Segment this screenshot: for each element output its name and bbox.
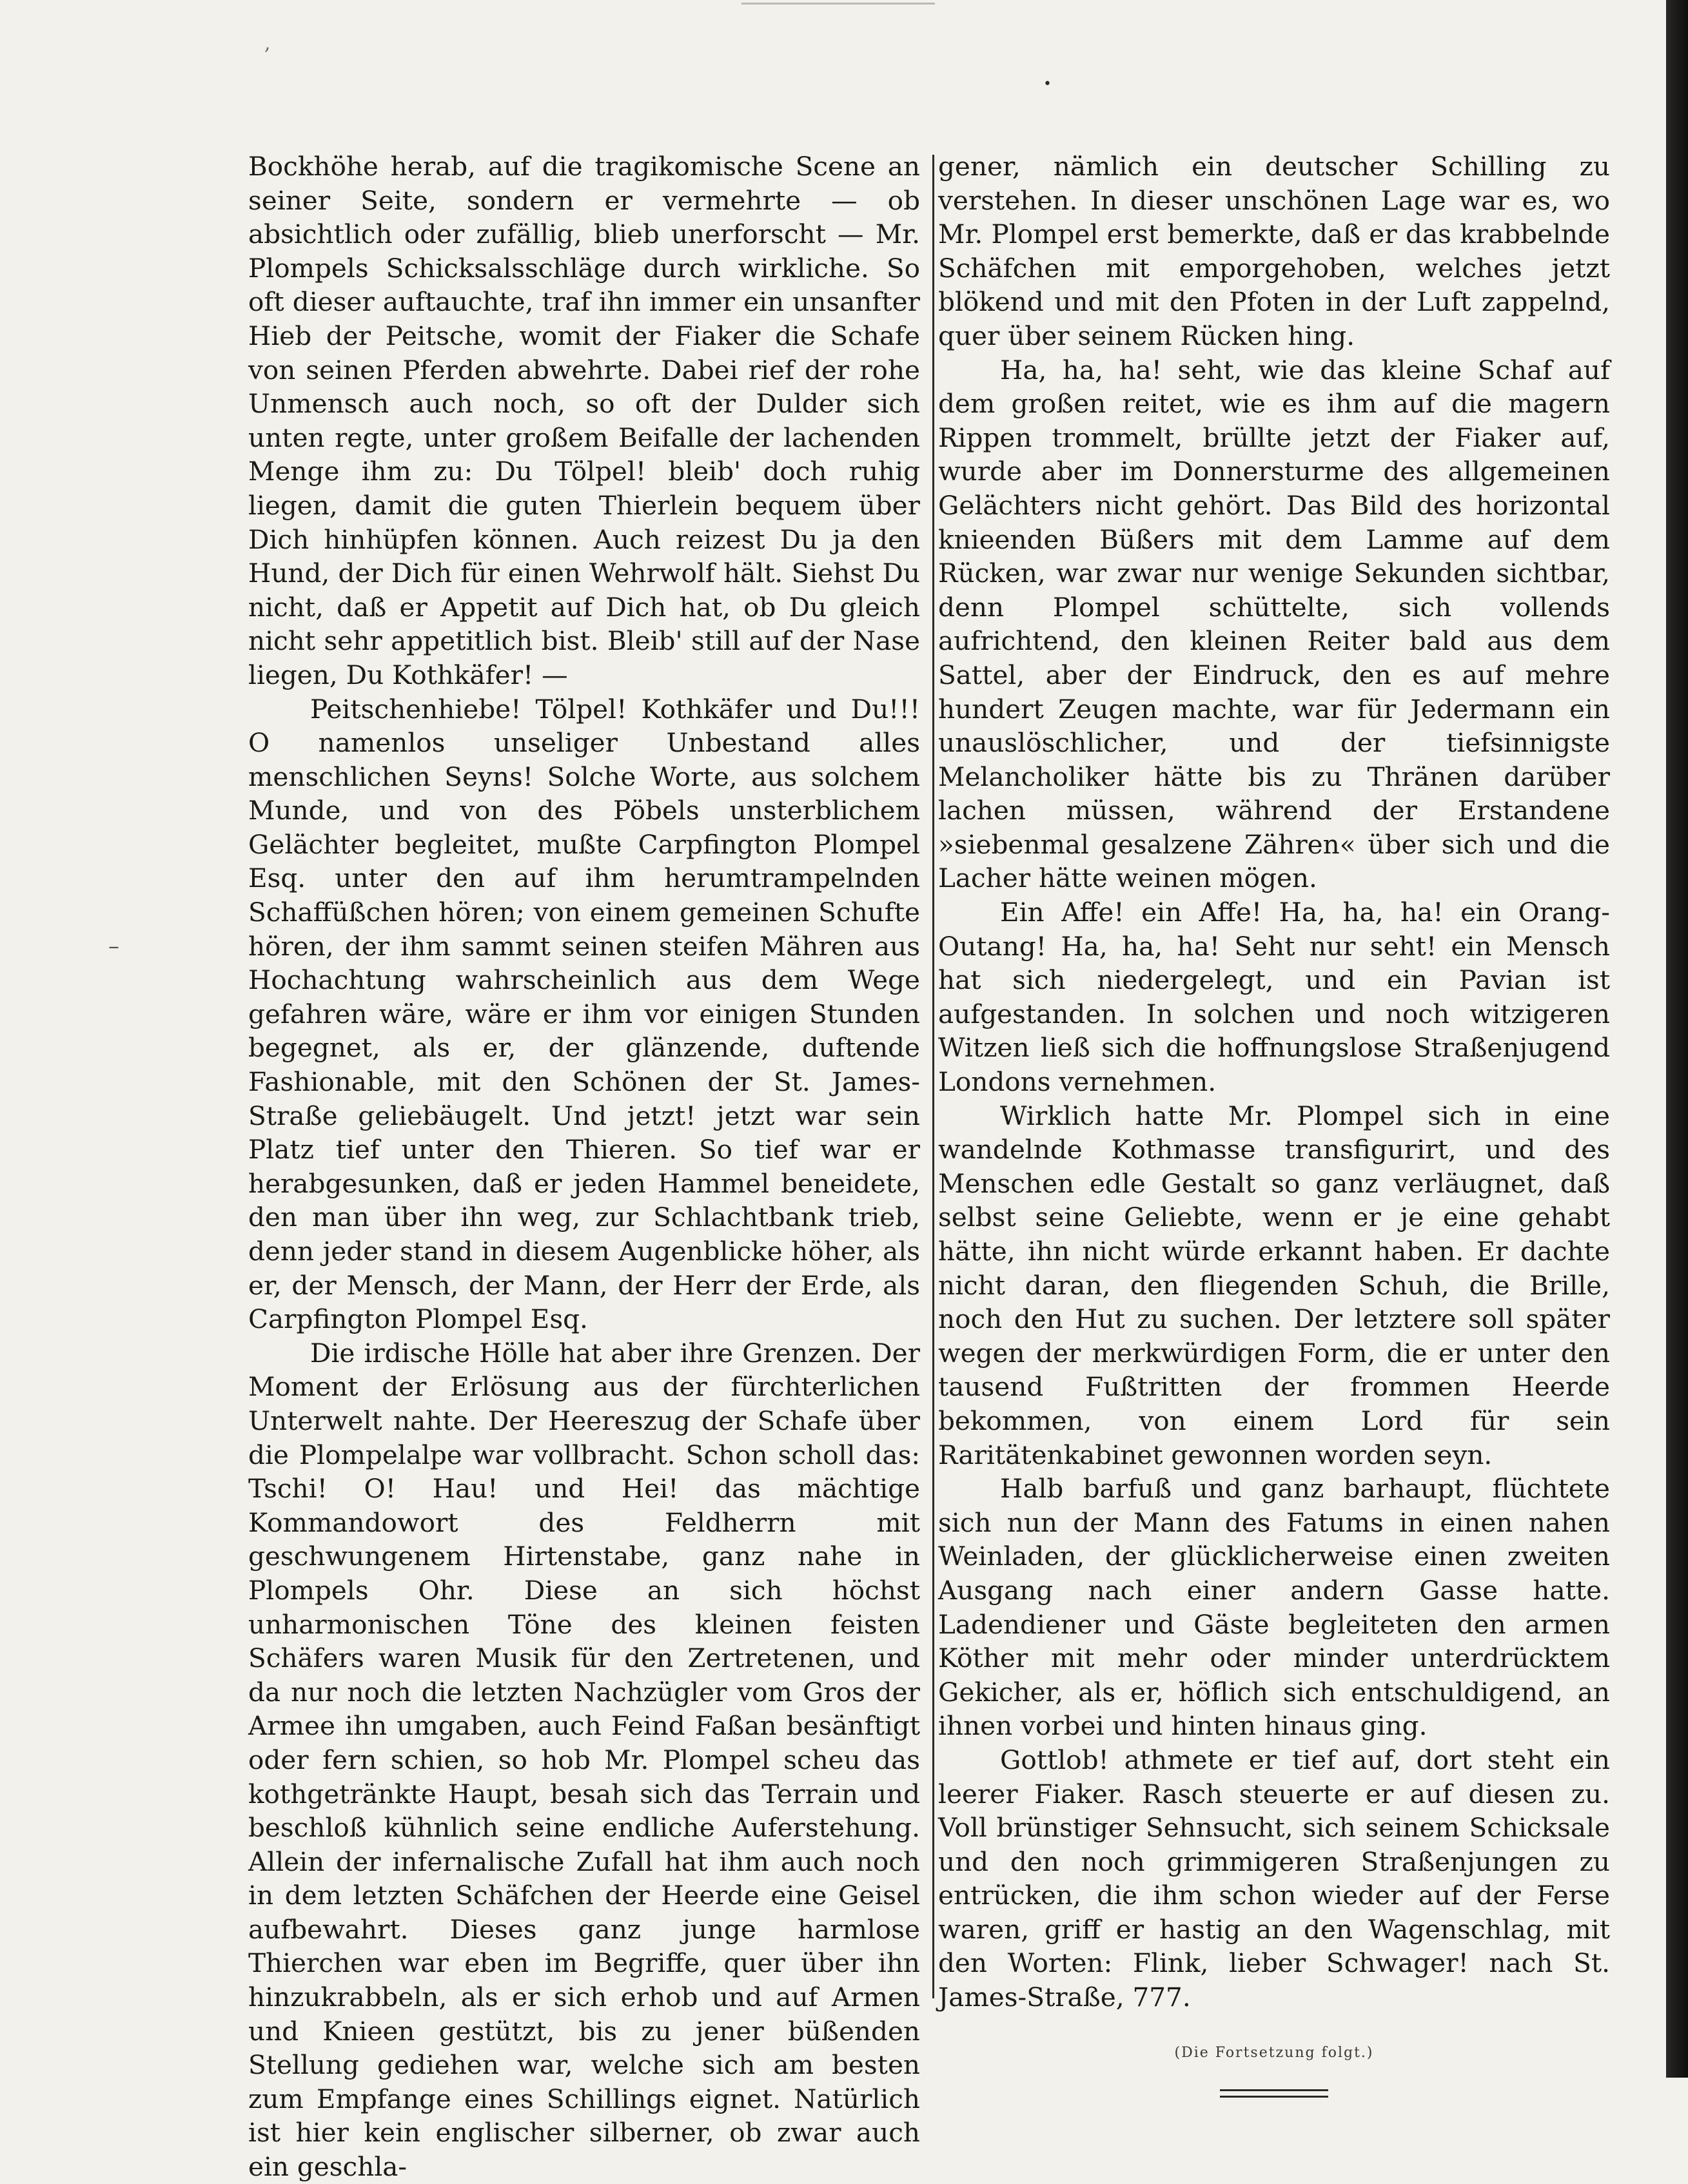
continuation-note: (Die Fortsetzung folgt.) [1174,2044,1374,2061]
top-right-dot: • [1043,76,1052,92]
paragraph: Peitschenhiebe! Tölpel! Kothkäfer und Du!!! O namenlos unseliger Unbestand alles menschlichen Seyns! Solche Worte, aus solchem Munde, und von des Pöbels unsterblichem Gelächter begleitet, mußte Carpfington Plompel Esq. unter den auf ihm herumtrampelnden Schaffüßchen hören; von einem gemeinen Schufte hören, der ihm sammt seinen steifen Mähren aus Hochachtung wahrscheinlich aus dem Wege gefahren wäre, wäre er ihm vor einigen Stunden begegnet, als er, der glänzende, duftende Fashionable, mit den Schönen der St. James-Straße geliebäugelt. Und jetzt! jetzt war sein Platz tief unter den Thieren. So tief war er herabgesunken, daß er jeden Hammel beneidete, den man über ihn weg, zur Schlachtbank trieb, denn jeder stand in diesem Augenblicke höher, als er, der Mensch, der Mann, der Herr der Erde, als Carpfington Plompel Esq. [248,693,920,1335]
right-text-column [938,150,1610,2098]
paragraph: Die irdische Hölle hat aber ihre Grenzen. Der Moment der Erlösung aus der fürchterlichen Unterwelt nahte. Der Heereszug der Schafe über die Plompelalpe war vollbracht. Schon scholl das: Tschi! O! Hau! und Hei! das mächtige Kommandowort des Feldherrn mit geschwungenem Hirtenstabe, ganz nahe in Plompels Ohr. Diese an sich höchst unharmonischen Töne des kleinen feisten Schäfers waren Musik für den Zertretenen, und da nur noch die letzten Nachzügler vom Gros der Armee ihn umgaben, auch Feind Faßan besänftigt oder fern schien, so hob Mr. Plompel scheu das kothgetränkte Haupt, besah sich das Terrain und beschloß kühnlich seine endliche Auferstehung. Allein der infernalische Zufall hat ihm auch noch in dem letzten Schäfchen der Heerde eine Geisel aufbewahrt. Dieses ganz junge harmlose Thierchen war eben im Begriffe, quer über ihn hinzukrabbeln, als er sich erhob und auf Armen und Knieen gestützt, bis zu jener büßenden Stellung gediehen war, welche sich am besten zum Empfange eines Schillings eignet. Natürlich ist hier kein englischer silberner, ob zwar auch ein geschla- [248,1337,920,2183]
left-margin-dash: – [108,933,119,959]
paragraph: Gottlob! athmete er tief auf, dort steht ein leerer Fiaker. Rasch steuerte er auf diesen zu. Voll brünstiger Sehnsucht, sich seinem Schicksale und den noch grimmigeren Straßenjungen zu entrücken, die ihm schon wieder auf der Ferse waren, griff er hastig an den Wagenschlag, mit den Worten: Flink, lieber Schwager! nach St. James-Straße, 777. [938,1744,1610,2013]
paragraph: Ha, ha, ha! seht, wie das kleine Schaf auf dem großen reitet, wie es ihm auf die magern Rippen trommelt, brüllte jetzt der Fiaker auf, wurde aber im Donnersturme des allgemeinen Gelächters nicht gehört. Das Bild des horizontal knieenden Büßers mit dem Lamme auf dem Rücken, war zwar nur wenige Sekunden sichtbar, denn Plompel schüttelte, sich vollends aufrichtend, den kleinen Reiter bald aus dem Sattel, aber der Eindruck, den es auf mehre hundert Zeugen machte, war für Jedermann ein unauslöschlicher, und der tiefsinnigste Melancholiker hätte bis zu Thränen darüber lachen müssen, während der Erstandene »siebenmal gesalzene Zähren« über sich und die Lacher hätte weinen mögen. [938,354,1610,894]
scan-edge-shadow [1666,0,1688,2078]
column-divider [932,155,934,1998]
paragraph: Wirklich hatte Mr. Plompel sich in eine wandelnde Kothmasse transfigurirt, und des Menschen edle Gestalt so ganz verläugnet, daß selbst seine Geliebte, wenn er je eine gehabt hätte, ihn nicht würde erkannt haben. Er dachte nicht daran, den fliegenden Schuh, die Brille, noch den Hut zu suchen. Der letztere soll später wegen der merkwürdigen Form, die er unter den tausend Fußtritten der frommen Heerde bekommen, von einem Lord für sein Raritätenkabinet gewonnen worden seyn. [938,1100,1610,1470]
left-text-column [248,150,920,2184]
paragraph: Bockhöhe herab, auf die tragikomische Scene an seiner Seite, sondern er vermehrte — ob absichtlich oder zufällig, blieb unerforscht — Mr. Plompels Schicksalsschläge durch wirkliche. So oft dieser auftauchte, traf ihn immer ein unsanfter Hieb der Peitsche, womit der Fiaker die Schafe von seinen Pferden abwehrte. Dabei rief der rohe Unmensch auch noch, so oft der Dulder sich unten regte, unter großem Beifalle der lachenden Menge ihm zu: Du Tölpel! bleib' doch ruhig liegen, damit die guten Thierlein bequem über Dich hinhüpfen können. Auch reizest Du ja den Hund, der Dich für einen Wehrwolf hält. Siehst Du nicht, daß er Appetit auf Dich hat, ob Du gleich nicht sehr appetitlich bist. Bleib' still auf der Nase liegen, Du Kothkäfer! — [248,151,920,690]
paragraph: gener, nämlich ein deutscher Schilling zu verstehen. In dieser unschönen Lage war es, wo Mr. Plompel erst bemerkte, daß er das krabbelnde Schäfchen mit emporgehoben, welches jetzt blökend und mit den Pfoten in der Luft zappelnd, quer über seinem Rücken hing. [938,151,1610,351]
end-double-rule [1220,2089,1328,2098]
top-left-tick: , [264,32,271,55]
paragraph: Halb barfuß und ganz barhaupt, flüchtete sich nun der Mann des Fatums in einen nahen Weinladen, der glücklicherweise einen zweiten Ausgang nach einer andern Gasse hatte. Ladendiener und Gäste begleiteten den armen Köther mit mehr oder minder unterdrücktem Gekicher, als er, höflich sich entschuldigend, an ihnen vorbei und hinten hinaus ging. [938,1473,1610,1742]
paragraph: Ein Affe! ein Affe! Ha, ha, ha! ein Orang-Outang! Ha, ha, ha! Seht nur seht! ein Mensch hat sich niedergelegt, und ein Pavian ist aufgestanden. In solchen und noch witzigeren Witzen ließ sich die hoffnungslose Straßenjugend Londons vernehmen. [938,897,1610,1098]
scan-top-line [741,3,935,5]
